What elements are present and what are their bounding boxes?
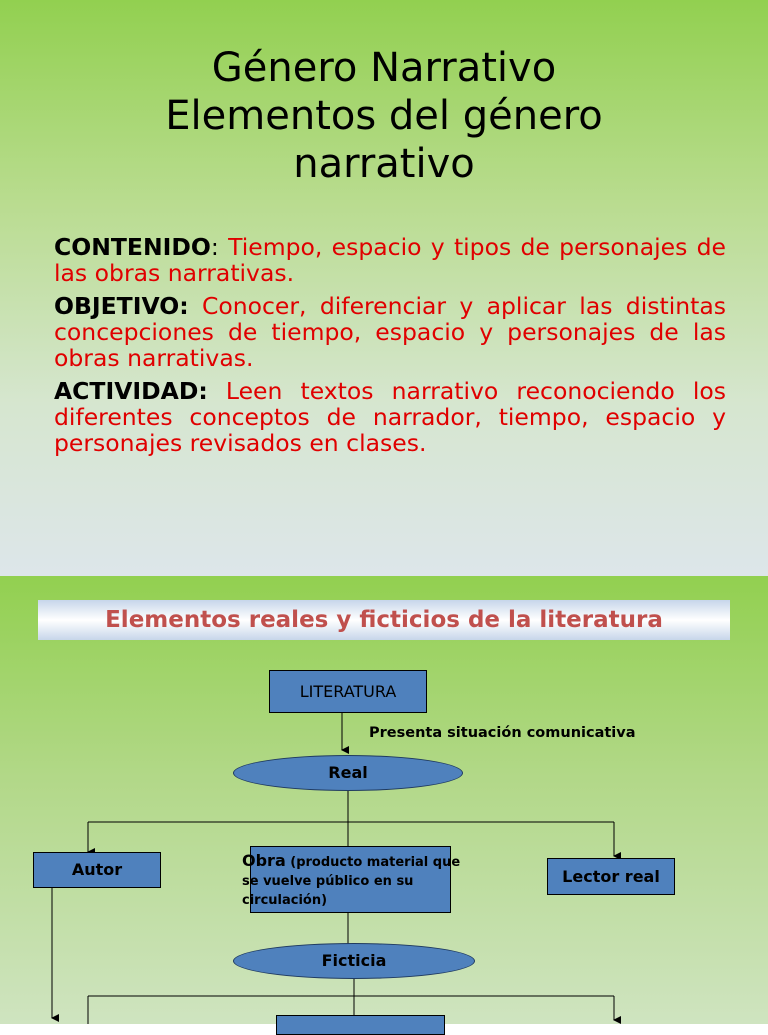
real-label: Real: [328, 763, 368, 782]
ficticia-oval: [233, 943, 475, 979]
actividad-text: Leen textos narrativo reconociendo los diferentes conceptos de narrador, tiempo, espacio y personajes revisados en clases.: [54, 377, 726, 457]
literatura-label: LITERATURA: [299, 682, 397, 701]
objetivo-label: OBJETIVO:: [54, 292, 189, 320]
title-line-1: Género Narrativo: [211, 45, 557, 91]
obra-label: Obra: [242, 851, 286, 870]
contenido-paragraph: [54, 234, 726, 286]
contenido-colon: :: [210, 233, 219, 261]
objetivo-paragraph: [54, 293, 726, 371]
objetivo-text: Conocer, diferenciar y aplicar las distintas concepciones de tiempo, espacio y personajes de las obras narrativas.: [54, 292, 726, 372]
slide-title: [0, 44, 768, 188]
lector-real-box: [547, 858, 675, 895]
presenta-caption: Presenta situación comunicativa: [369, 725, 636, 741]
actividad-label: ACTIVIDAD:: [54, 377, 208, 405]
lector-real-label: Lector real: [562, 867, 660, 886]
partial-box-bottom: [276, 1015, 445, 1035]
obra-description: (producto material que se vuelve público en su circulación): [242, 855, 461, 908]
real-oval: [233, 755, 463, 791]
literatura-box: [269, 670, 427, 713]
contenido-text: Tiempo, espacio y tipos de personajes de las obras narrativas.: [54, 233, 726, 287]
actividad-paragraph: [54, 378, 726, 456]
title-line-2: Elementos del género: [165, 93, 603, 139]
autor-box: [33, 852, 161, 888]
ficticia-label: Ficticia: [321, 951, 387, 970]
slide-body: [54, 234, 726, 463]
autor-label: Autor: [71, 860, 123, 879]
obra-text: [242, 851, 462, 910]
section-banner: Elementos reales y ficticios de la literatura: [38, 600, 730, 640]
contenido-label: CONTENIDO: [54, 233, 211, 261]
title-line-3: narrativo: [293, 141, 475, 187]
